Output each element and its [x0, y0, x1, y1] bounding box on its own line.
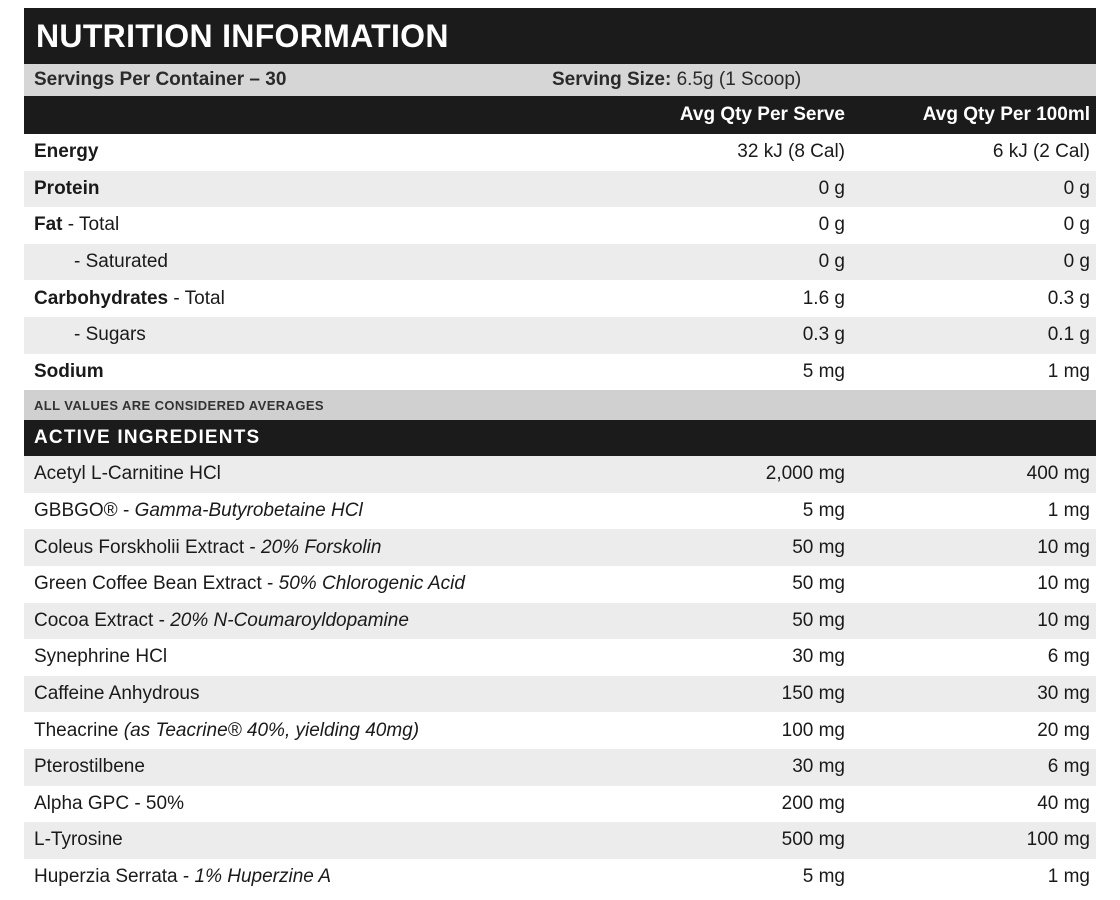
ingredient-detail: 1% Huperzine A: [194, 865, 332, 887]
nutrient-name: [24, 324, 605, 346]
ingredient-name-text: L-Tyrosine: [34, 829, 123, 851]
ingredient-name-text: GBBGO® -: [34, 500, 135, 522]
averages-note-text: ALL VALUES ARE CONSIDERED AVERAGES: [34, 397, 325, 413]
nutrient-name: [24, 178, 605, 200]
column-header-per-serve: Avg Qty Per Serve: [679, 104, 845, 125]
value-per-serve: 100 mg: [781, 719, 845, 741]
value-per-serve: 0.3 g: [802, 324, 845, 346]
value-per-100ml: 10 mg: [1037, 609, 1090, 631]
table-row: [24, 171, 1096, 208]
ingredient-name: [24, 793, 605, 815]
ingredient-name-text: Coleus Forskholii Extract -: [34, 536, 262, 558]
ingredient-name-text: Cocoa Extract -: [34, 609, 171, 631]
ingredient-detail: 50% Chlorogenic Acid: [278, 573, 465, 595]
value-per-100ml: 1 mg: [1047, 865, 1090, 887]
ingredient-name: [24, 610, 605, 632]
serving-size-value: 6.5g (1 Scoop): [676, 69, 802, 90]
ingredient-name-text: Green Coffee Bean Extract -: [34, 573, 279, 595]
ingredient-name-text: Huperzia Serrata -: [34, 865, 195, 887]
table-row: [24, 603, 1096, 640]
serving-size: [552, 69, 801, 91]
nutrient-name: [24, 214, 605, 236]
ingredient-name: [24, 720, 605, 742]
active-ingredients-title: ACTIVE INGREDIENTS: [34, 427, 261, 449]
nutrient-name: [24, 141, 605, 163]
value-per-serve: 32 kJ (8 Cal): [737, 141, 845, 163]
table-row: [24, 712, 1096, 749]
ingredient-name: [24, 646, 605, 668]
ingredient-name-text: Synephrine HCl: [34, 646, 168, 668]
table-row: [24, 207, 1096, 244]
value-per-100ml: 30 mg: [1037, 683, 1090, 705]
value-per-serve: 50 mg: [792, 573, 845, 595]
table-row: [24, 749, 1096, 786]
ingredient-name-text: Theacrine: [34, 719, 124, 741]
panel-title: [24, 8, 1096, 64]
value-per-serve: 1.6 g: [802, 287, 845, 309]
column-header-row: [24, 96, 1096, 134]
ingredient-name: [24, 463, 605, 485]
serving-info-bar: [24, 64, 1096, 96]
nutrient-name-bold: Fat: [34, 214, 63, 236]
ingredient-name: [24, 683, 605, 705]
nutrient-name-qualifier: - Sugars: [74, 324, 146, 346]
nutrient-name: [24, 288, 605, 310]
ingredient-name: [24, 756, 605, 778]
value-per-serve: 500 mg: [781, 829, 845, 851]
value-per-100ml: 6 mg: [1047, 646, 1090, 668]
servings-per-container: Servings Per Container – 30: [34, 69, 287, 90]
panel-title-text: NUTRITION INFORMATION: [36, 17, 449, 54]
value-per-serve: 30 mg: [792, 646, 845, 668]
value-per-serve: 0 g: [818, 251, 845, 273]
table-row: [24, 354, 1096, 391]
table-row: [24, 859, 1096, 896]
nutrient-name-qualifier: - Total: [168, 287, 225, 309]
ingredient-name: [24, 537, 605, 559]
table-row: [24, 639, 1096, 676]
ingredient-name-text: Pterostilbene: [34, 756, 145, 778]
table-row: [24, 244, 1096, 281]
value-per-serve: 5 mg: [802, 865, 845, 887]
nutrition-table: [24, 134, 1096, 390]
nutrient-name-bold: Energy: [34, 141, 99, 163]
table-row: [24, 529, 1096, 566]
ingredient-name: [24, 829, 605, 851]
ingredients-table: [24, 456, 1096, 895]
value-per-100ml: 1 mg: [1047, 360, 1090, 382]
table-row: [24, 456, 1096, 493]
value-per-100ml: 0 g: [1063, 251, 1090, 273]
nutrient-name: [24, 251, 605, 273]
table-row: [24, 786, 1096, 823]
ingredient-detail: 20% N-Coumaroyldopamine: [170, 609, 409, 631]
ingredient-name-text: Alpha GPC - 50%: [34, 792, 184, 814]
value-per-100ml: 0.3 g: [1047, 287, 1090, 309]
ingredient-detail: Gamma-Butyrobetaine HCl: [134, 500, 363, 522]
value-per-serve: 0 g: [818, 214, 845, 236]
active-ingredients-header: [24, 420, 1096, 456]
table-row: [24, 317, 1096, 354]
value-per-100ml: 6 kJ (2 Cal): [992, 141, 1090, 163]
nutrient-name-bold: Carbohydrates: [34, 287, 169, 309]
nutrition-panel: [24, 8, 1096, 895]
column-header-per-100ml: Avg Qty Per 100ml: [922, 104, 1090, 125]
nutrient-name-bold: Protein: [34, 177, 100, 199]
value-per-100ml: 6 mg: [1047, 756, 1090, 778]
value-per-100ml: 10 mg: [1037, 536, 1090, 558]
nutrient-name-qualifier: - Saturated: [74, 251, 168, 273]
value-per-100ml: 0.1 g: [1047, 324, 1090, 346]
value-per-100ml: 1 mg: [1047, 500, 1090, 522]
value-per-100ml: 40 mg: [1037, 792, 1090, 814]
value-per-serve: 0 g: [818, 177, 845, 199]
table-row: [24, 280, 1096, 317]
ingredient-detail: 20% Forskolin: [261, 536, 382, 558]
value-per-serve: 50 mg: [792, 609, 845, 631]
table-row: [24, 566, 1096, 603]
value-per-100ml: 400 mg: [1026, 463, 1090, 485]
nutrient-name-qualifier: - Total: [62, 214, 120, 236]
nutrient-name: [24, 361, 605, 383]
serving-size-label: Serving Size:: [552, 69, 672, 90]
value-per-serve: 5 mg: [802, 500, 845, 522]
value-per-serve: 200 mg: [781, 792, 845, 814]
value-per-serve: 150 mg: [781, 683, 845, 705]
value-per-serve: 2,000 mg: [765, 463, 845, 485]
value-per-100ml: 0 g: [1063, 177, 1090, 199]
ingredient-detail: (as Teacrine® 40%, yielding 40mg): [123, 719, 420, 741]
ingredient-name-text: Acetyl L-Carnitine HCl: [34, 463, 221, 485]
averages-note: [24, 390, 1096, 420]
value-per-serve: 30 mg: [792, 756, 845, 778]
ingredient-name: [24, 500, 605, 522]
value-per-serve: 50 mg: [792, 536, 845, 558]
value-per-serve: 5 mg: [802, 360, 845, 382]
table-row: [24, 822, 1096, 859]
value-per-100ml: 100 mg: [1026, 829, 1090, 851]
value-per-100ml: 20 mg: [1037, 719, 1090, 741]
ingredient-name-text: Caffeine Anhydrous: [34, 683, 200, 705]
ingredient-name: [24, 573, 605, 595]
nutrient-name-bold: Sodium: [34, 360, 104, 382]
value-per-100ml: 0 g: [1063, 214, 1090, 236]
ingredient-name: [24, 866, 605, 888]
value-per-100ml: 10 mg: [1037, 573, 1090, 595]
table-row: [24, 134, 1096, 171]
table-row: [24, 493, 1096, 530]
table-row: [24, 676, 1096, 713]
